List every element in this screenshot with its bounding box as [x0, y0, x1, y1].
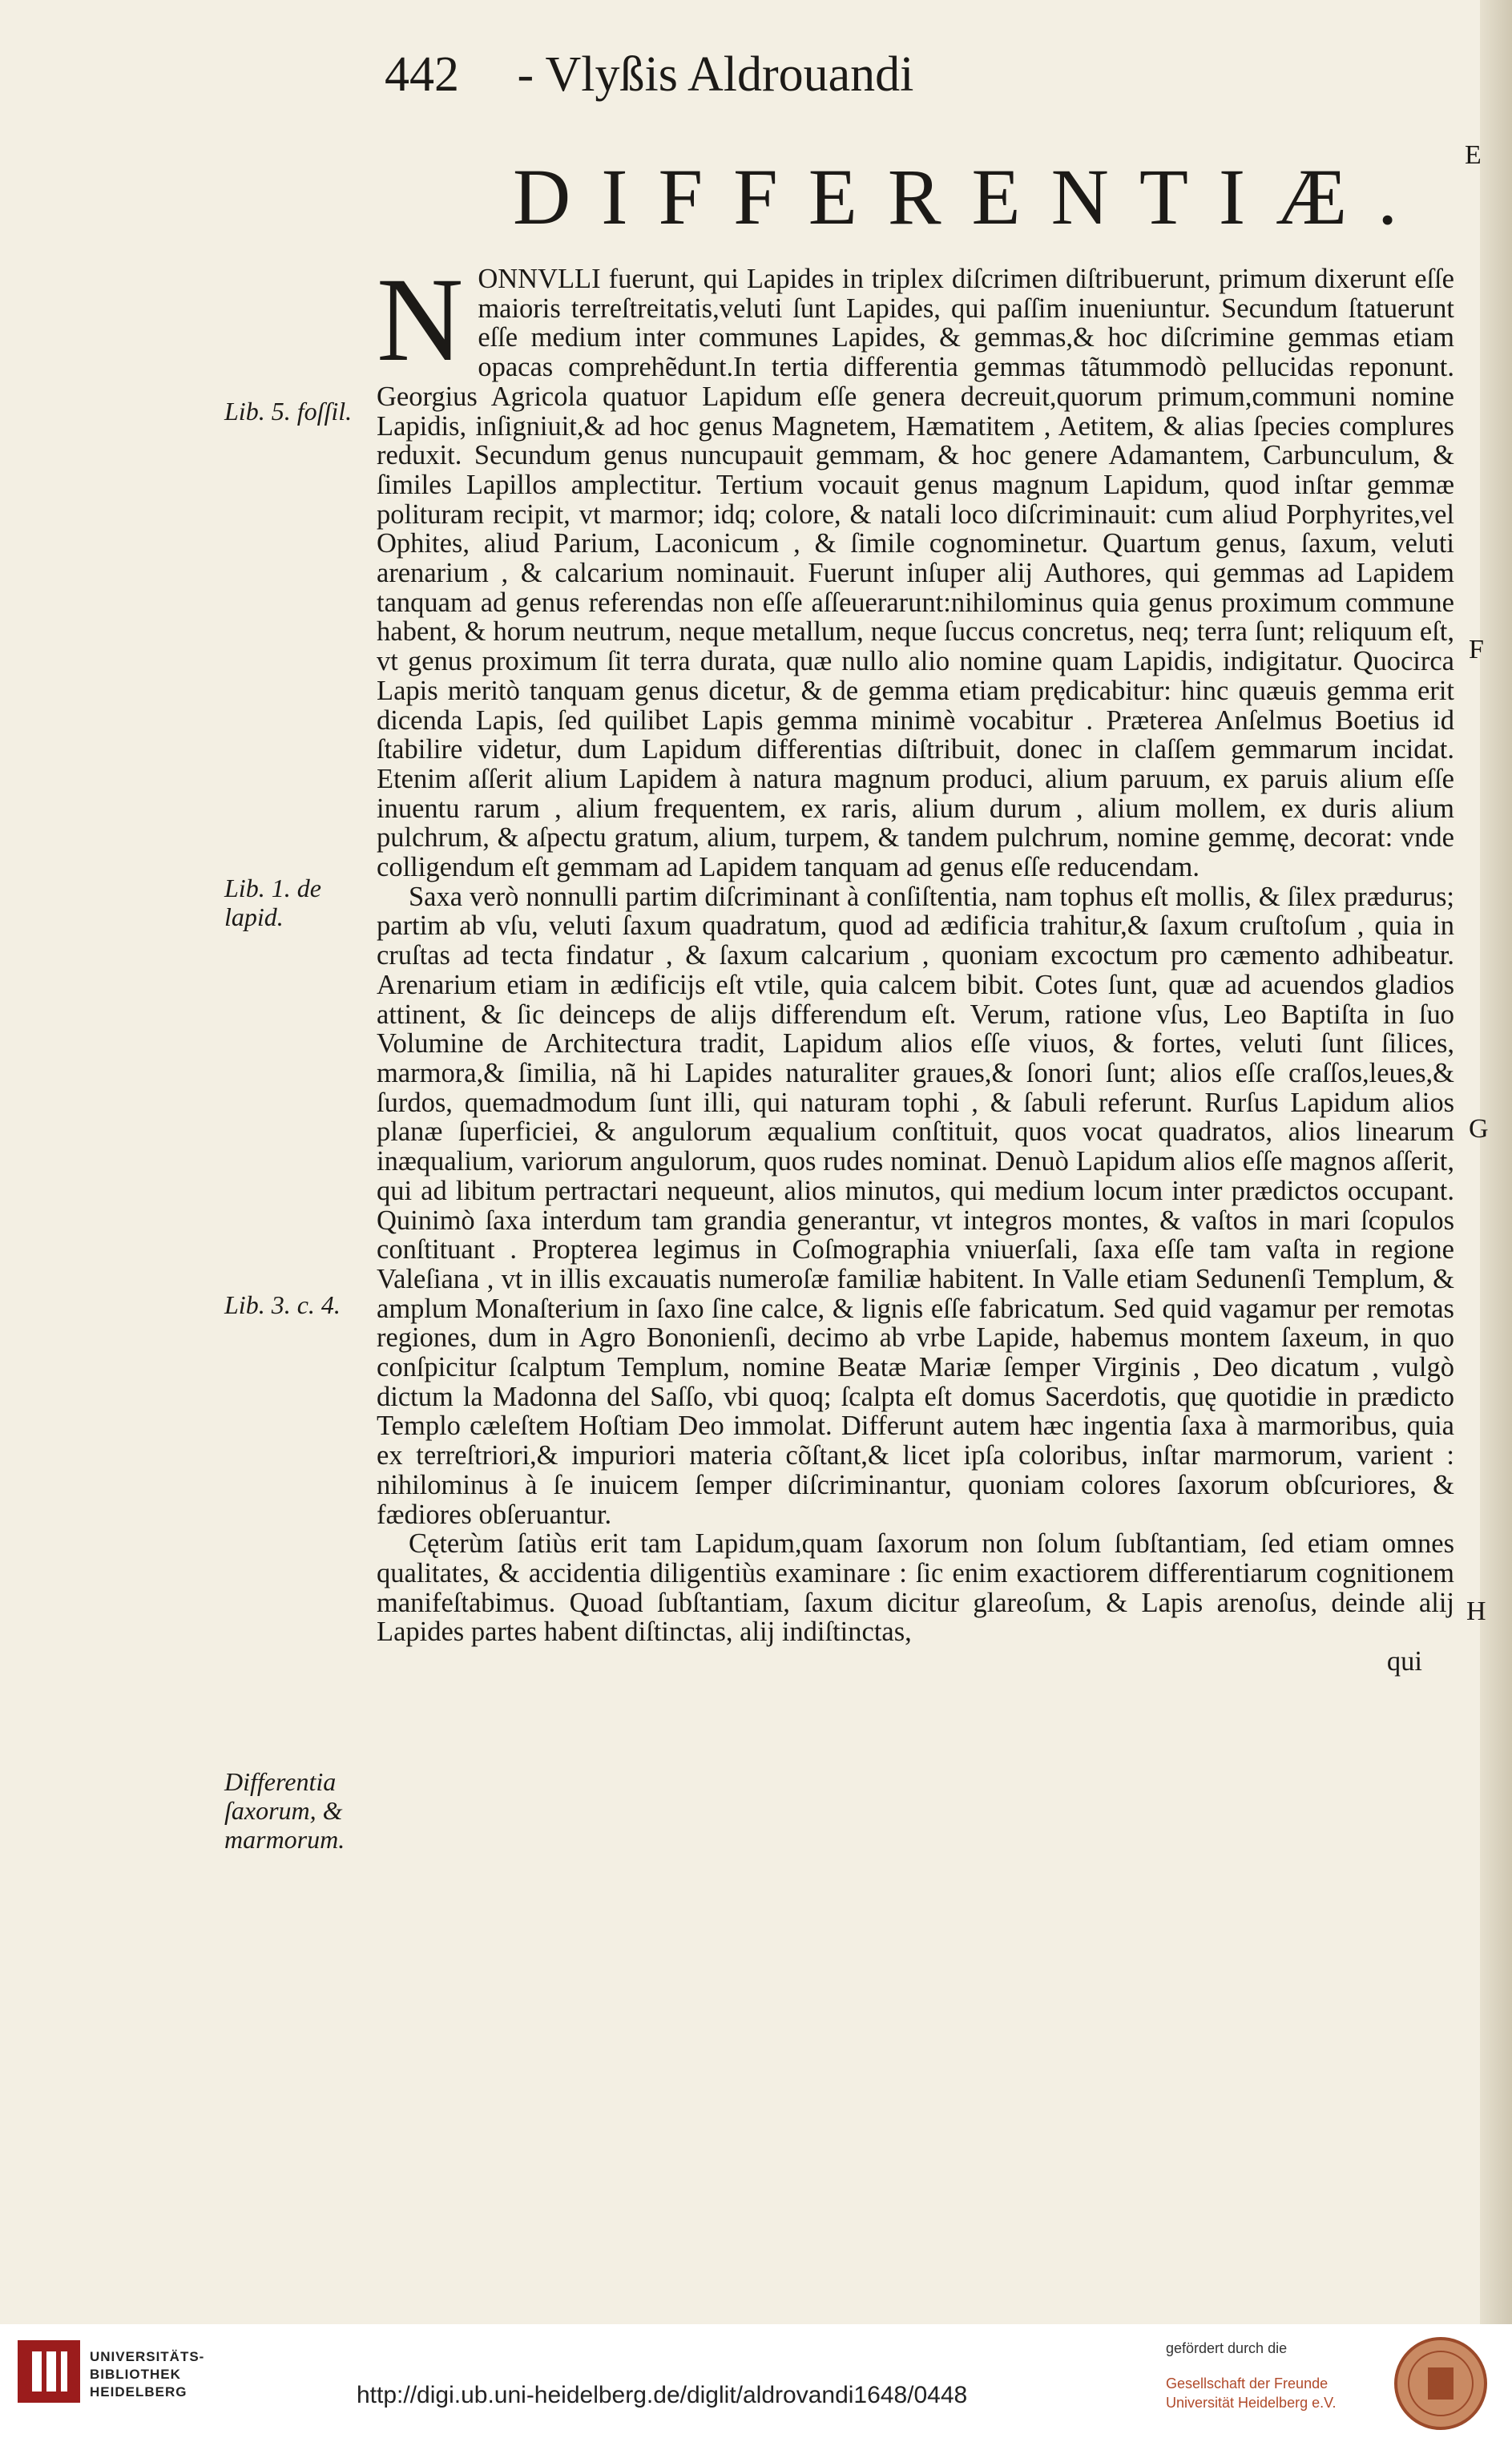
- viewer-footer: [0, 2324, 1512, 2442]
- running-title: - Vlyßis Aldrouandi: [517, 47, 914, 102]
- margin-note-lib1: Lib. 1. de lapid.: [224, 874, 321, 931]
- signature-mark-e: E: [1465, 140, 1482, 170]
- library-name-line: HEIDELBERG: [90, 2384, 187, 2400]
- university-seal-icon: [1393, 2335, 1489, 2432]
- signature-mark-h: H: [1466, 1596, 1486, 1626]
- sponsor-name-line: Gesellschaft der Freunde: [1166, 2375, 1329, 2392]
- margin-note-differentia: Differentia ſaxorum, & marmorum.: [224, 1767, 345, 1854]
- page-title: DIFFERENTIÆ.: [513, 152, 1429, 241]
- margin-note-lib5: Lib. 5. foſſil.: [224, 397, 353, 426]
- sponsor-name-line: Universität Heidelberg e.V.: [1166, 2395, 1337, 2411]
- library-name-line: BIBLIOTHEK: [90, 2367, 181, 2382]
- page-edge: [1480, 0, 1512, 2324]
- sponsor-prefix: gefördert durch die: [1166, 2340, 1288, 2356]
- paragraph-text: ONNVLLI fuerunt, qui Lapides in triplex diſcrimen diſtribuerunt, primum dixerunt eſſe maioris terreſtreitatis,veluti ſunt Lapides, qui paſſim inueniuntur. Secundum ſtatuerunt eſſe medium inter communes Lapides, & gemmas,& hoc diſcrimine gemmas etiam opacas comprehẽdunt.In tertia differentia gemmas tãtummodò pellucidas reponunt. Georgius Agricola quatuor Lapidum eſſe genera decreuit,quorum primum,communi nomine Lapidis, inſigniuit,& ad hoc genus Magnetem, Hæmatitem , Aetitem, & alias ſpecies complures reduxit. Secundum genus nuncupauit gemmam, & hoc genere Adamantem, Carbunculum, & ſimiles Lapillos amplectitur. Tertium vocauit genus magnum Lapidum, quod inſtar gemmæ polituram recipit, vt marmor; idq; colore, & natali loco diſcriminauit: cum aliud Porphyrites,vel Ophites, aliud Parium, Laconicum , & ſimile cognominetur. Quartum genus, ſaxum, veluti arenarium , & calcarium nominauit. Fuerunt inſuper alij Authores, qui gemmas ad Lapidem tanquam ad genus referendas non eſſe aſſeuerarunt:nihilominus quia genus proximum commune habent, & horum neutrum, neque metallum, neque ſuccus concretus, neq; terra ſunt; reliquum eſt, vt genus proximum ſit terra durata, quæ nullo alio nomine quam Lapidis, indigitatur. Quocirca Lapis meritò tanquam genus dicetur, & de gemma etiam prędicabitur: hinc quæuis gemma erit dicenda Lapis, ſed quilibet Lapis gemma minimè vocabitur . Præterea Anſelmus Boetius id ſtabilire videtur, dum Lapidum differentias diſtribuit, donec in claſſem gemmarum incidat. Etenim aſſerit alium Lapidem à natura magnum produci, alium paruum, ex paruis alium eſſe inuentu rarum , alium frequentem, ex raris, alium durum , alium mollem, ex duris alium pulchrum, & aſpectu gratum, alium, turpem, & tandem pulchrum, nomine gemmę, decorat: vnde colligendum eſt gemmam ad Lapidem tanquam ad genus eſſe reducendam.: [377, 264, 1454, 883]
- paragraph: [377, 253, 1454, 883]
- sponsor-name: [1166, 2374, 1336, 2412]
- paragraph: Cęterùm ſatiùs erit tam Lapidum,quam ſaxorum non ſolum ſubſtantiam, ſed etiam omnes qualitates, & accidentia diligentiùs examinare : ſic enim exactiorem differentiarum cognitionem manifeſtabimus. Quoad ſubſtantiam, ſaxum dicitur glareoſum, & Lapis arenoſus, deinde alij Lapides partes habent diſtinctas, alij indiſtinctas,: [377, 1528, 1454, 1648]
- paragraph: Saxa verò nonnulli partim diſcriminant à conſiſtentia, nam tophus eſt mollis, & ſilex prædurus; partim ab vſu, veluti ſaxum quadratum, quod ad ædificia trahitur,& ſaxum cruſtoſum , quia in cruſtas ad tecta findatur , & ſaxum calcarium , quoniam excoctum pro cæmento adhibeatur. Arenarium etiam in ædificijs eſt vtile, quia calcem bibit. Cotes ſunt, quæ ad acuendos gladios attinent, & ſic deinceps de alijs differendum eſt. Verum, ratione vſus, Leo Baptiſta in ſuo Volumine de Architectura tradit, Lapidum alios eſſe viuos, & fortes, veluti ſunt ſilices, marmora,& ſimilia, nã hi Lapides naturaliter graues,& ſonori ſunt; alios eſſe craſſos,leues,& ſurdos, quemadmodum ſunt illi, qui naturam tophi , & ſabuli referunt. Rurſus Lapidum alios planæ ſuperficiei, & angulorum æqualium conſtituit, quos vocat quadratos, alios linearum inæqualium, variorum angulorum, quos rudes nominat. Denuò Lapidum alios eſſe magnos aſſerit, qui ad libitum pertractari nequeunt, alios minutos, qui medium locum inter prædictos occupant. Quinimò ſaxa interdum tam grandia generantur, vt integros montes, & vaſtos in mari ſcopulos conſtituant . Propterea legimus in Coſmographia vniuerſali, ſaxa eſſe tam vaſta in regione Valeſiana , vt in illis excauatis numeroſæ familiæ habitent. In Valle etiam Sedunenſi Templum, & amplum Monaſterium in ſaxo ſine calce, & lignis eſſe fabricatum. Sed quid vagamur per remotas regiones, dum in Agro Bononienſi, decimo ab vrbe Lapide, habemus montem ſaxeum, in quo conſpicitur ſcalptum Templum, nomine Beatæ Mariæ ſemper Virginis , Deo dicatum , vulgò dictum la Madonna del Saſſo, vbi quoq; ſcalpta eſt domus Sacerdotis, quę quotidie in prædicto Templo cæleſtem Hoſtiam Deo immolat. Differunt autem hæc ingentia ſaxa à marmoribus, quia ex terreſtriori,& impuriori materia cõſtant,& licet ipſa coloribus, inſtar marmorum, varient : nihilominus à ſe inuicem ſemper diſcriminantur, quoniam colores ſaxorum obſcuriores, & fædiores obſeruantur.: [377, 881, 1454, 1530]
- drop-cap: N: [377, 253, 464, 386]
- margin-note-lib3: Lib. 3. c. 4.: [224, 1290, 341, 1319]
- signature-mark-g: G: [1469, 1114, 1489, 1144]
- library-logo-icon: [18, 2340, 80, 2403]
- library-name-line: UNIVERSITÄTS-: [90, 2349, 205, 2364]
- page-number: 442: [385, 47, 459, 102]
- permalink-url[interactable]: http://digi.ub.uni-heidelberg.de/diglit/aldrovandi1648/0448: [357, 2382, 968, 2408]
- body-text: [377, 253, 1454, 1677]
- catchword: qui: [1386, 1646, 1422, 1677]
- signature-mark-f: F: [1469, 635, 1484, 664]
- running-header: [385, 46, 913, 103]
- library-name: [90, 2348, 204, 2401]
